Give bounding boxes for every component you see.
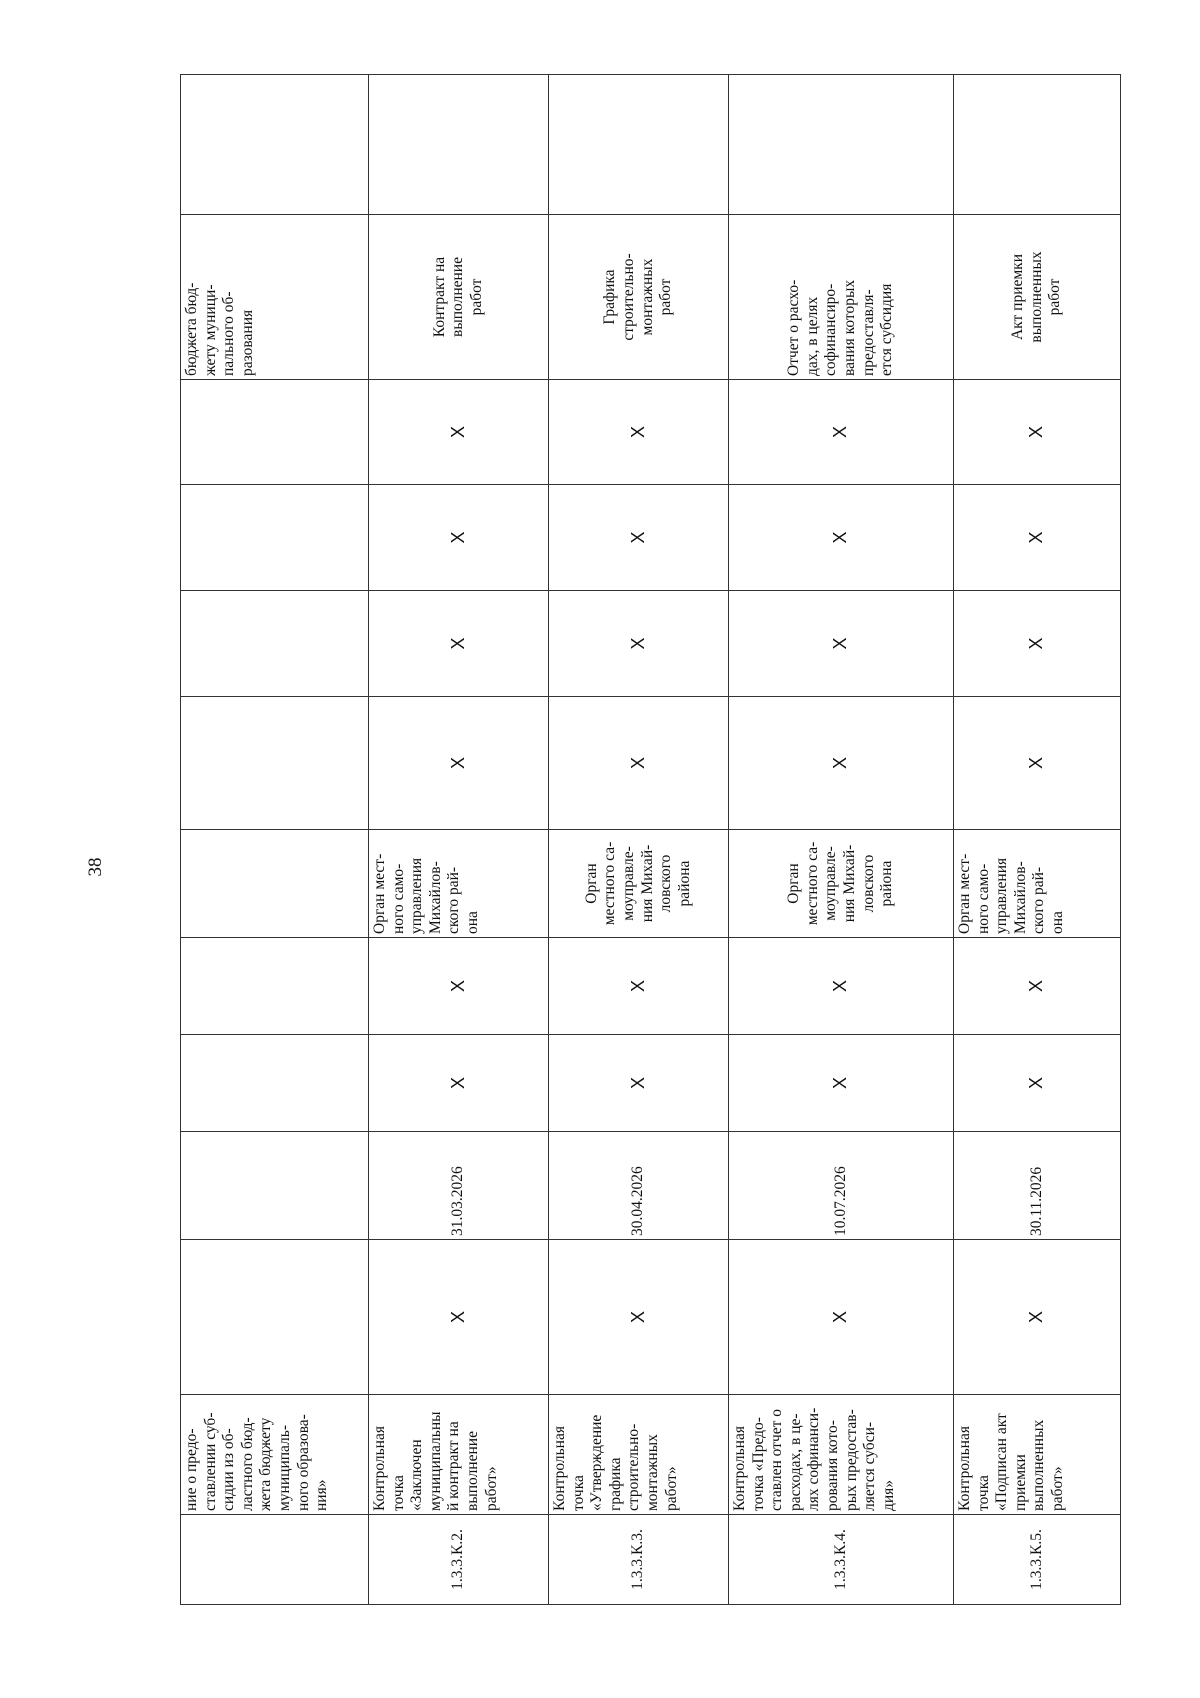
deadline-date: 30.11.2026	[1027, 1166, 1045, 1236]
mark-cell	[181, 697, 369, 830]
mark-cell	[729, 591, 954, 697]
code-cell	[181, 1515, 369, 1605]
mark-cell	[181, 938, 369, 1035]
x-mark: X	[447, 531, 468, 544]
mark-cell	[954, 591, 1121, 697]
code-cell	[729, 1515, 954, 1605]
code-cell	[369, 1515, 549, 1605]
table-row	[954, 75, 1121, 1605]
x-mark: X	[627, 426, 648, 439]
responsible-cell	[729, 830, 954, 938]
mark-cell	[954, 697, 1121, 830]
name-cell	[729, 1395, 954, 1515]
mark-cell	[729, 1240, 954, 1395]
control-point-name: Контрольная точка «Утверждение графика строительно- монтажных работ»	[551, 1414, 680, 1511]
x-mark: X	[447, 1077, 468, 1090]
mark-cell	[369, 1035, 549, 1132]
date-cell	[729, 1132, 954, 1240]
document-text: Акт приемки выполненных работ	[1009, 251, 1064, 343]
control-points-table	[180, 74, 1121, 1605]
table-row	[729, 75, 954, 1605]
mark-cell	[729, 1035, 954, 1132]
mark-cell	[181, 1035, 369, 1132]
date-cell	[181, 1132, 369, 1240]
responsible-body: Орган мест- ного само- управления Михайлов- ского рай- она	[956, 853, 1066, 934]
mark-cell	[181, 380, 369, 485]
responsible-cell	[549, 830, 729, 938]
mark-cell	[954, 1240, 1121, 1395]
mark-cell	[369, 1240, 549, 1395]
row-code: 1.3.3.К.4.	[831, 1529, 849, 1590]
document-cell	[954, 215, 1121, 380]
responsible-cell	[181, 830, 369, 938]
mark-cell	[549, 485, 729, 591]
document-text: Отчет о расхо- дах, в целях софинансиро- вания которых предоставля- ется субсидия	[785, 279, 896, 376]
responsible-body: Орган местного са- моуправле- ния Михай- ловского района	[785, 841, 896, 926]
deadline-date: 31.03.2026	[449, 1166, 467, 1236]
responsible-cell	[369, 830, 549, 938]
control-point-name: Контрольная точка «Заключен муниципальны й контракт на выполнение работ»	[371, 1411, 500, 1511]
mark-cell	[549, 380, 729, 485]
date-cell	[954, 1132, 1121, 1240]
x-mark: X	[1026, 1311, 1047, 1324]
mark-cell	[729, 380, 954, 485]
x-mark: X	[1026, 426, 1047, 439]
mark-cell	[181, 1240, 369, 1395]
responsible-cell	[954, 830, 1121, 938]
x-mark: X	[830, 637, 851, 650]
x-mark: X	[447, 1311, 468, 1324]
mark-cell	[729, 697, 954, 830]
mark-cell	[954, 1035, 1121, 1132]
table-row	[549, 75, 729, 1605]
x-mark: X	[830, 1077, 851, 1090]
empty-cell	[181, 75, 369, 215]
deadline-date: 30.04.2026	[629, 1166, 647, 1236]
document-text: Контракт на выполнение работ	[430, 256, 485, 338]
x-mark: X	[447, 980, 468, 993]
mark-cell	[369, 380, 549, 485]
page-number: 38	[85, 857, 106, 877]
x-mark: X	[830, 426, 851, 439]
mark-cell	[369, 591, 549, 697]
rotated-table-wrapper	[180, 75, 1120, 1605]
document-cell	[181, 215, 369, 380]
x-mark: X	[447, 426, 468, 439]
mark-cell	[549, 1240, 729, 1395]
x-mark: X	[1026, 531, 1047, 544]
x-mark: X	[627, 980, 648, 993]
name-cell	[181, 1395, 369, 1515]
name-cell	[549, 1395, 729, 1515]
mark-cell	[729, 938, 954, 1035]
x-mark: X	[627, 531, 648, 544]
responsible-body: Орган мест- ного само- управления Михайлов- ского рай- она	[371, 853, 481, 934]
date-cell	[549, 1132, 729, 1240]
mark-cell	[369, 485, 549, 591]
empty-cell	[369, 75, 549, 215]
empty-cell	[729, 75, 954, 215]
mark-cell	[954, 938, 1121, 1035]
document-cell	[729, 215, 954, 380]
x-mark: X	[447, 637, 468, 650]
x-mark: X	[830, 757, 851, 770]
empty-cell	[549, 75, 729, 215]
mark-cell	[954, 380, 1121, 485]
x-mark: X	[830, 531, 851, 544]
name-cell	[954, 1395, 1121, 1515]
x-mark: X	[1026, 1077, 1047, 1090]
x-mark: X	[627, 1311, 648, 1324]
mark-cell	[181, 591, 369, 697]
deadline-date: 10.07.2026	[831, 1166, 849, 1236]
x-mark: X	[830, 1311, 851, 1324]
mark-cell	[549, 591, 729, 697]
mark-cell	[954, 485, 1121, 591]
control-point-name: ние о предо- ставлении суб- сидии из об- ластного бюд- жета бюджету муниципаль- ного образова- ния»	[183, 1412, 331, 1511]
document-text: бюджета бюд- жету муници- пального об- разования	[183, 282, 256, 376]
document-cell	[549, 215, 729, 380]
control-point-name: Контрольная точка «Предо- ставлен отчет о расходах, в це- лях софинанси- рования кото- рых предостав- ляется субси- дия»	[731, 1407, 897, 1511]
row-code: 1.3.3.К.3.	[629, 1529, 647, 1590]
row-code: 1.3.3.К.2.	[449, 1529, 467, 1590]
mark-cell	[549, 1035, 729, 1132]
mark-cell	[549, 938, 729, 1035]
x-mark: X	[627, 757, 648, 770]
code-cell	[549, 1515, 729, 1605]
code-cell	[954, 1515, 1121, 1605]
document-text: Графика строительно- монтажных работ	[601, 253, 675, 341]
x-mark: X	[627, 1077, 648, 1090]
x-mark: X	[627, 637, 648, 650]
control-point-name: Контрольная точка «Подписан акт приемки выполненных работ»	[956, 1413, 1066, 1511]
responsible-body: Орган местного са- моуправле- ния Михай- ловского района	[582, 841, 693, 926]
document-cell	[369, 215, 549, 380]
mark-cell	[181, 485, 369, 591]
date-cell	[369, 1132, 549, 1240]
mark-cell	[729, 485, 954, 591]
mark-cell	[549, 697, 729, 830]
table-row	[181, 75, 369, 1605]
x-mark: X	[447, 757, 468, 770]
table-row	[369, 75, 549, 1605]
row-code: 1.3.3.К.5.	[1027, 1529, 1045, 1590]
mark-cell	[369, 697, 549, 830]
x-mark: X	[830, 980, 851, 993]
name-cell	[369, 1395, 549, 1515]
x-mark: X	[1026, 637, 1047, 650]
x-mark: X	[1026, 980, 1047, 993]
mark-cell	[369, 938, 549, 1035]
x-mark: X	[1026, 757, 1047, 770]
empty-cell	[954, 75, 1121, 215]
